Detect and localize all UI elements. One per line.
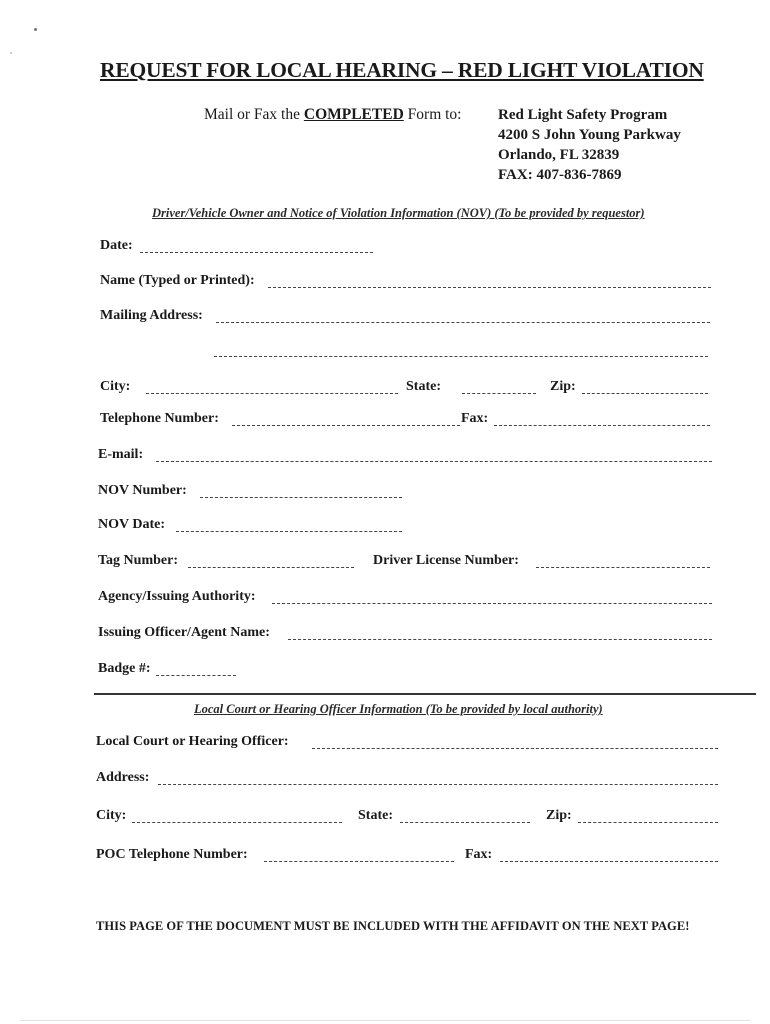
email-label: E-mail: <box>98 447 144 462</box>
poc-telephone-field[interactable] <box>264 861 454 862</box>
mail-city: Orlando, FL 32839 <box>498 147 620 163</box>
court-address-field[interactable] <box>158 784 718 785</box>
date-label: Date: <box>100 238 133 253</box>
zip-field[interactable] <box>582 393 708 394</box>
telephone-field[interactable] <box>232 425 460 426</box>
court-city-label: City: <box>96 808 127 823</box>
court-state-label: State: <box>358 808 393 823</box>
court-zip-field[interactable] <box>578 822 718 823</box>
badge-label: Badge #: <box>98 661 151 676</box>
mail-instruction <box>204 106 461 124</box>
agency-label: Agency/Issuing Authority: <box>98 589 256 604</box>
court-fax-field[interactable] <box>500 861 718 862</box>
state-field[interactable] <box>462 393 536 394</box>
state-label: State: <box>406 379 441 394</box>
mail-suffix: Form to: <box>403 106 462 123</box>
nov-number-field[interactable] <box>200 497 402 498</box>
date-field[interactable] <box>140 252 373 253</box>
mail-fax: FAX: 407-836-7869 <box>498 167 622 183</box>
section-divider <box>94 693 756 695</box>
poc-telephone-label: POC Telephone Number: <box>96 847 248 862</box>
agency-field[interactable] <box>272 603 712 604</box>
zip-label: Zip: <box>550 379 576 394</box>
city-field[interactable] <box>146 393 398 394</box>
court-zip-label: Zip: <box>546 808 572 823</box>
form-title: REQUEST FOR LOCAL HEARING – RED LIGHT VIOLATION <box>100 58 704 82</box>
telephone-label: Telephone Number: <box>100 411 219 426</box>
page-bottom-edge <box>20 1020 750 1021</box>
mailing-address-label: Mailing Address: <box>100 308 203 323</box>
officer-name-field[interactable] <box>288 639 712 640</box>
mail-street: 4200 S John Young Parkway <box>498 127 681 143</box>
court-field[interactable] <box>312 748 718 749</box>
fax-label: Fax: <box>461 411 489 426</box>
mailing-address-field[interactable] <box>216 322 710 323</box>
officer-name-label: Issuing Officer/Agent Name: <box>98 625 270 640</box>
court-address-label: Address: <box>96 770 150 785</box>
mailing-address-line2-field[interactable] <box>214 356 708 357</box>
court-fax-label: Fax: <box>465 847 493 862</box>
city-label: City: <box>100 379 131 394</box>
email-field[interactable] <box>156 461 712 462</box>
section1-heading: Driver/Vehicle Owner and Notice of Violation Information (NOV) (To be provided by requestor) <box>152 206 645 220</box>
driver-license-field[interactable] <box>536 567 710 568</box>
footer-notice: THIS PAGE OF THE DOCUMENT MUST BE INCLUDED WITH THE AFFIDAVIT ON THE NEXT PAGE! <box>96 919 690 933</box>
court-city-field[interactable] <box>132 822 342 823</box>
scan-speck <box>34 28 37 31</box>
section2-heading: Local Court or Hearing Officer Information (To be provided by local authority) <box>194 702 603 716</box>
name-label: Name (Typed or Printed): <box>100 273 255 288</box>
court-state-field[interactable] <box>400 822 530 823</box>
tag-number-field[interactable] <box>188 567 354 568</box>
mail-emphasis: COMPLETED <box>303 106 404 123</box>
nov-date-label: NOV Date: <box>98 517 166 532</box>
fax-field[interactable] <box>494 425 710 426</box>
nov-date-field[interactable] <box>176 531 402 532</box>
court-label: Local Court or Hearing Officer: <box>96 734 289 749</box>
name-field[interactable] <box>268 287 711 288</box>
tag-number-label: Tag Number: <box>98 553 178 568</box>
badge-field[interactable] <box>156 675 236 676</box>
driver-license-label: Driver License Number: <box>373 553 519 568</box>
nov-number-label: NOV Number: <box>98 483 187 498</box>
mail-program: Red Light Safety Program <box>498 107 668 123</box>
mail-prefix: Mail or Fax the <box>204 106 304 123</box>
scan-speck <box>10 52 12 54</box>
